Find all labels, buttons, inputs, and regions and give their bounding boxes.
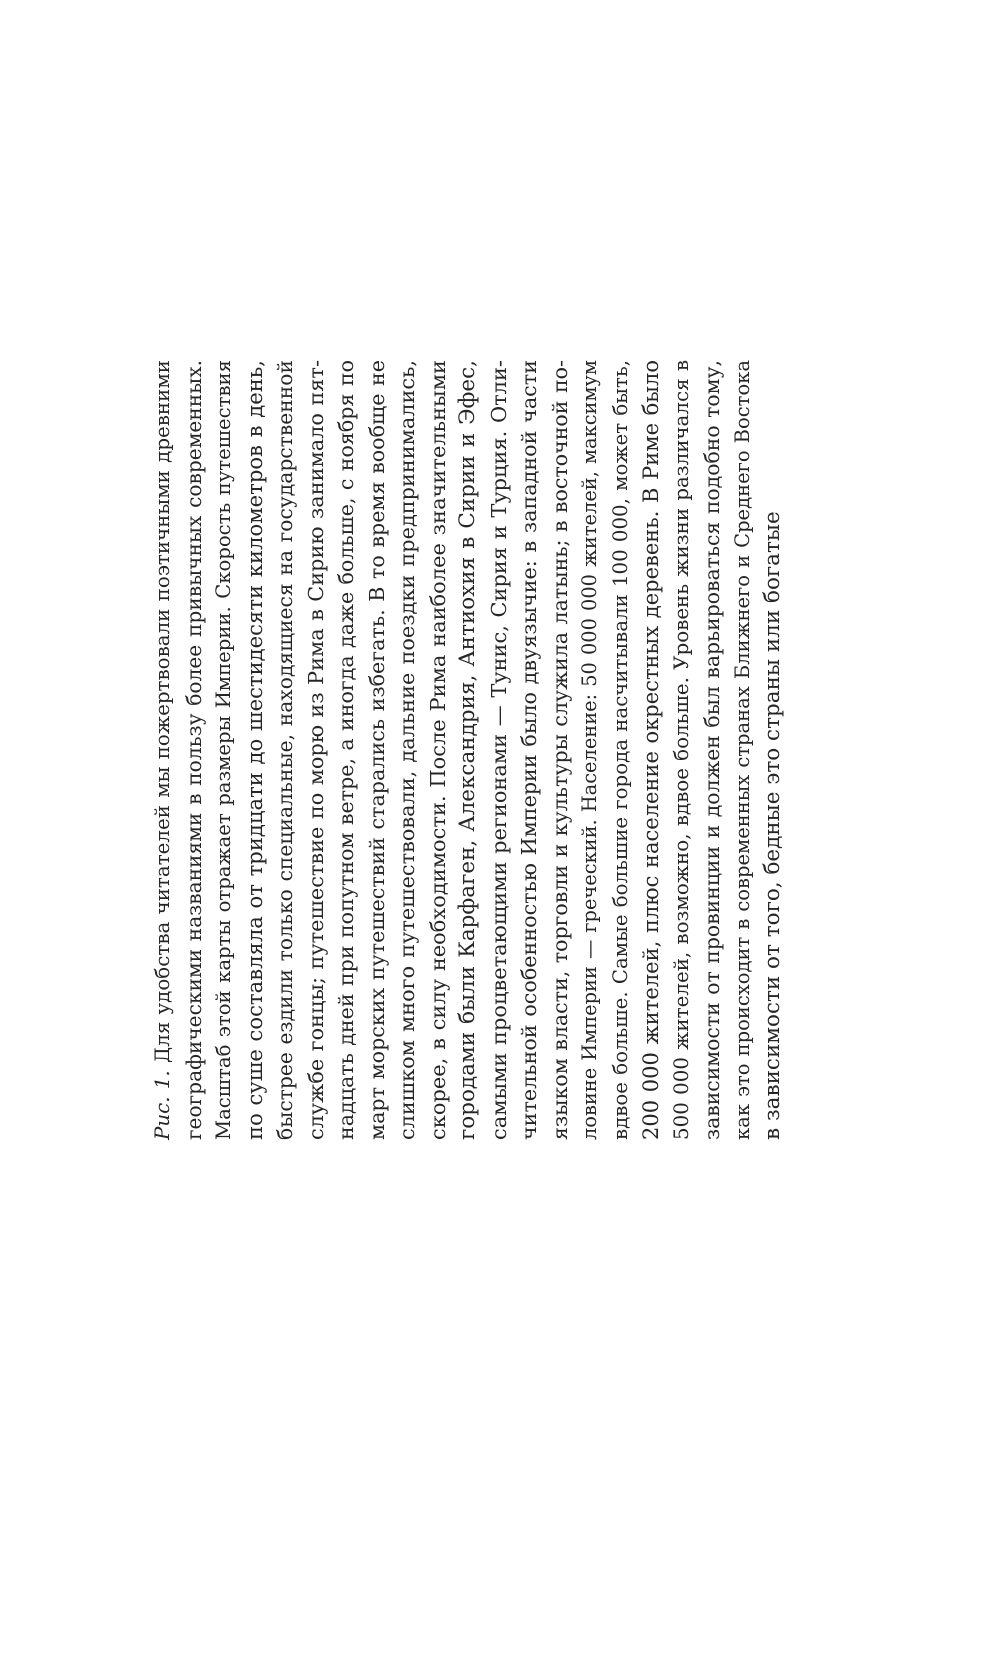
caption-line: зависимости от провинции и должен был варьироваться подобно тому, bbox=[700, 360, 724, 1140]
caption-line: как это происходит в современных странах Ближнего и Среднего Востока bbox=[730, 360, 754, 1140]
caption-line: надцать дней при попутном ветре, а иногда даже больше, с ноября по bbox=[334, 360, 358, 1140]
caption-line: вдвое больше. Самые большие города насчитывали 100 000, может быть, bbox=[608, 360, 632, 1140]
caption-line: ловине Империи — греческий. Население: 50 000 000 жителей, максимум bbox=[578, 360, 601, 1140]
caption-line-last: в зависимости от того, бедные это страны или богатые bbox=[760, 511, 785, 1140]
caption-line: языком власти, торговли и культуры служила латынь; в восточной по- bbox=[547, 360, 572, 1140]
caption-line: 200 000 жителей, плюс население окрестных деревень. В Риме было bbox=[638, 360, 663, 1140]
caption-line: скорее, в силу необходимости. После Рима наиболее значительными bbox=[425, 360, 450, 1140]
caption-line: Масштаб этой карты отражает размеры Империи. Скорость путешествия bbox=[212, 360, 235, 1140]
rotated-caption-container bbox=[148, 360, 785, 1140]
caption-line: службе гонцы; путешествие по морю из Рима в Сирию занимало пят- bbox=[303, 360, 328, 1140]
caption-line: самыми процветающими регионами — Тунис, Сирия и Турция. Отли- bbox=[486, 360, 511, 1140]
caption-line: март морских путешествий старались избегать. В то время вообще не bbox=[364, 360, 389, 1140]
figure-label: Рис. 1. bbox=[151, 1070, 174, 1140]
caption-line: по суше составляла от тридцати до шестидесяти километров в день, bbox=[241, 360, 267, 1140]
caption-line-1-text: Для удобства читателей мы пожертвовали поэтичными древними bbox=[151, 360, 174, 1071]
caption-line: слишком много путешествовали, дальние поездки предпринимались, bbox=[395, 360, 419, 1140]
caption-line: географическими названиями в пользу более привычных современных. bbox=[181, 360, 206, 1140]
caption-line-1 bbox=[148, 360, 179, 1140]
caption-line: быстрее ездили только специальные, находящиеся на государственной bbox=[273, 360, 297, 1140]
caption-line: 500 000 жителей, возможно, вдвое больше. Уровень жизни различался в bbox=[669, 360, 693, 1140]
figure-caption bbox=[148, 360, 789, 1140]
caption-line: чительной особенностью Империи было двуязычие: в западной части bbox=[517, 360, 541, 1140]
caption-line: городами были Карфаген, Александрия, Антиохия в Сирии и Эфес, bbox=[455, 360, 480, 1140]
